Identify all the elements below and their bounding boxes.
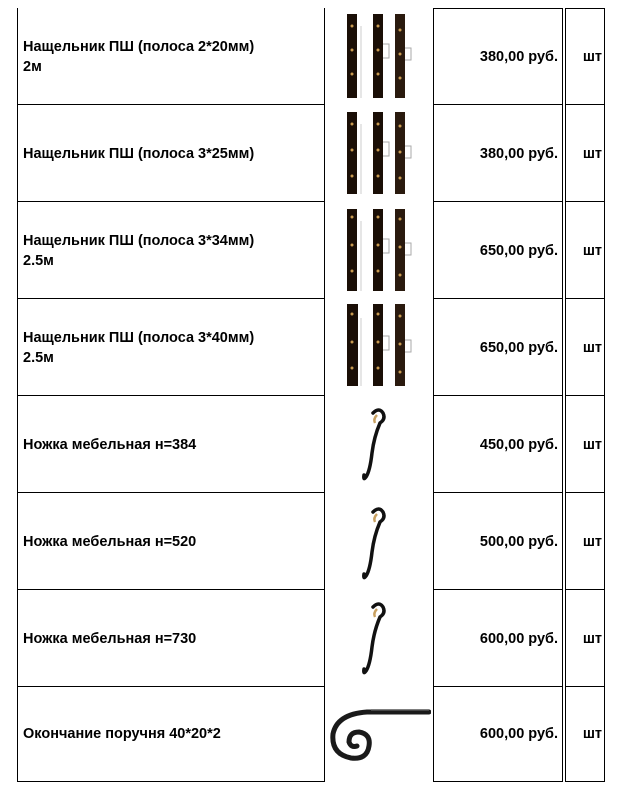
table-row: [0, 104, 636, 201]
price: 500,00 руб.: [479, 533, 558, 550]
table-row: [0, 298, 636, 395]
handrail-end-image: [327, 700, 431, 770]
strike-plate-image: [327, 205, 431, 295]
unit-cell: [565, 104, 605, 202]
table-row: [0, 589, 636, 686]
product-name: Нащельник ПШ (полоса 3*25мм): [23, 145, 255, 162]
product-name: Нащельник ПШ (полоса 3*34мм) 2.5м: [23, 232, 255, 269]
product-name-cell: [17, 686, 325, 782]
price-cell: [433, 589, 563, 687]
unit: шт: [582, 436, 602, 453]
unit-cell: [565, 686, 605, 782]
unit-cell: [565, 589, 605, 687]
table-row: [0, 686, 636, 782]
product-name-cell: [17, 492, 325, 590]
unit-cell: [565, 298, 605, 396]
price: 600,00 руб.: [479, 630, 558, 647]
price-cell: [433, 8, 563, 105]
unit: шт: [582, 630, 602, 647]
unit-cell: [565, 395, 605, 493]
furniture-leg-image: [327, 405, 431, 485]
product-name-cell: [17, 104, 325, 202]
product-name-cell: [17, 395, 325, 493]
price: 650,00 руб.: [479, 242, 558, 259]
product-name: Ножка мебельная н=384: [23, 436, 197, 453]
product-name-cell: [17, 589, 325, 687]
table-row: [0, 492, 636, 589]
unit: шт: [582, 339, 602, 356]
unit-cell: [565, 201, 605, 299]
furniture-leg-image: [327, 599, 431, 679]
unit: шт: [582, 145, 602, 162]
unit: шт: [582, 242, 602, 259]
product-name: Нащельник ПШ (полоса 3*40мм) 2.5м: [23, 329, 255, 366]
price-cell: [433, 298, 563, 396]
unit: шт: [582, 726, 602, 742]
unit-cell: [565, 8, 605, 105]
unit-cell: [565, 492, 605, 590]
price: 450,00 руб.: [479, 436, 558, 453]
product-name: Ножка мебельная н=520: [23, 533, 197, 550]
strike-plate-image: [327, 10, 431, 102]
price-cell: [433, 395, 563, 493]
product-name-cell: [17, 298, 325, 396]
price-cell: [433, 104, 563, 202]
furniture-leg-image: [327, 504, 431, 584]
product-name: Окончание поручня 40*20*2: [23, 726, 221, 742]
table-row: [0, 395, 636, 492]
price: 380,00 руб.: [479, 49, 558, 65]
product-name: Нащельник ПШ (полоса 2*20мм) 2м: [23, 38, 255, 75]
table-row: [0, 201, 636, 298]
price-cell: [433, 201, 563, 299]
price-cell: [433, 492, 563, 590]
product-name-cell: [17, 8, 325, 105]
strike-plate-image: [327, 302, 431, 390]
table-row: [0, 8, 636, 104]
unit: шт: [582, 49, 602, 65]
strike-plate-image: [327, 108, 431, 198]
product-name-cell: [17, 201, 325, 299]
unit: шт: [582, 533, 602, 550]
price: 650,00 руб.: [479, 339, 558, 356]
price: 380,00 руб.: [479, 145, 558, 162]
product-name: Ножка мебельная н=730: [23, 630, 197, 647]
price: 600,00 руб.: [479, 726, 558, 742]
price-cell: [433, 686, 563, 782]
